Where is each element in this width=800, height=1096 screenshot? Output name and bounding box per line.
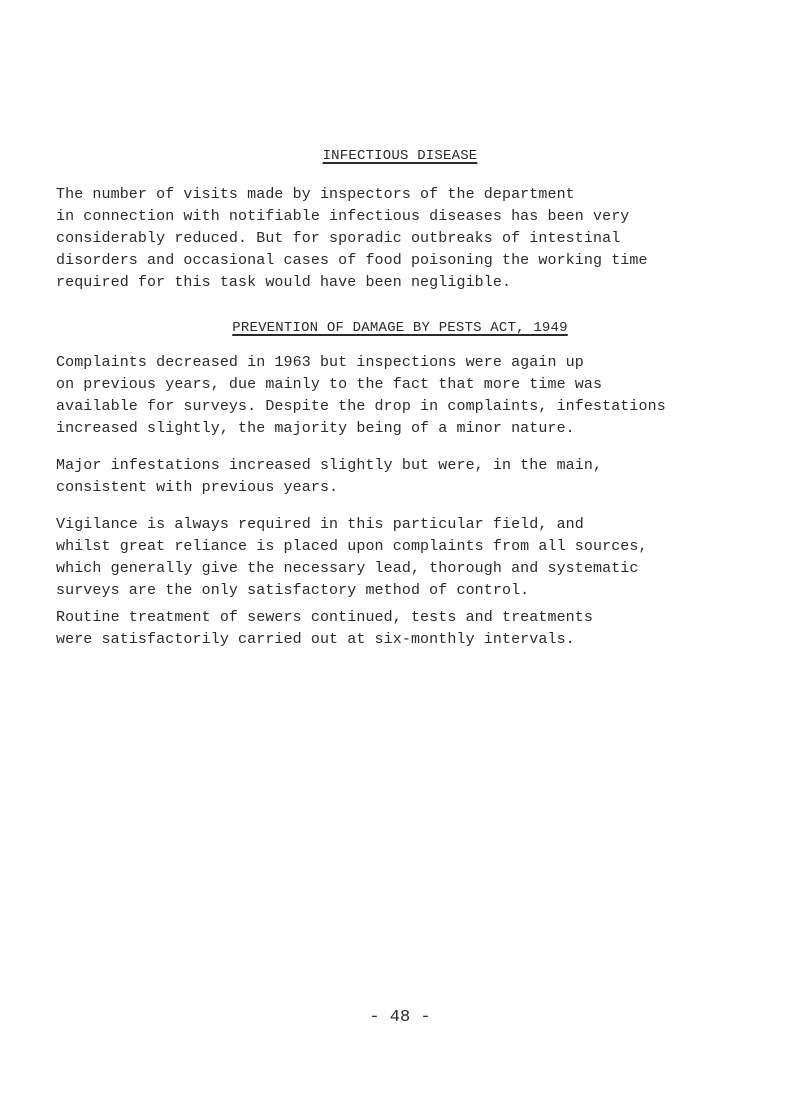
paragraph-major-infestations: Major infestations increased slightly but were, in the main, consistent with previous years. bbox=[56, 457, 603, 496]
paragraph-infectious-disease: The number of visits made by inspectors of the department in connection with notifiable infectious diseases has been very considerably reduced. But for sporadic outbreaks of intestinal disorders and occasional cases of food poisoning the working time required for this task would have been negligible. bbox=[56, 186, 648, 291]
paragraph-complaints: Complaints decreased in 1963 but inspections were again up on previous years, due mainly to the fact that more time was available for surveys. Despite the drop in complaints, infestations increased slightly, the majority being of a minor nature. bbox=[56, 354, 666, 437]
heading-text: PREVENTION OF DAMAGE BY PESTS ACT, 1949 bbox=[232, 320, 568, 336]
paragraph-routine-treatment: Routine treatment of sewers continued, tests and treatments were satisfactorily carried out at six-monthly intervals. bbox=[56, 609, 593, 648]
heading-text: INFECTIOUS DISEASE bbox=[322, 148, 478, 164]
section-heading-infectious-disease bbox=[0, 148, 800, 164]
page-number: - 48 - bbox=[369, 1008, 431, 1027]
section-heading-pests-act bbox=[0, 320, 800, 336]
paragraph-vigilance: Vigilance is always required in this particular field, and whilst great reliance is placed upon complaints from all sources, which generally give the necessary lead, thorough and systematic surveys are the only satisfactory method of control. bbox=[56, 516, 648, 599]
